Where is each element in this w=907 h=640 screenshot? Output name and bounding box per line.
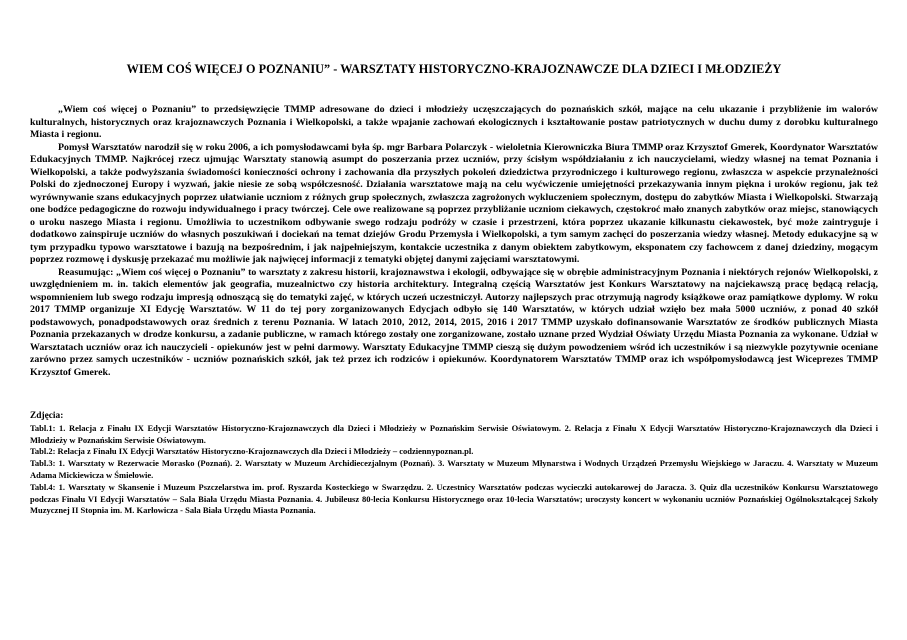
caption-tabl-3: Tabl.3: 1. Warsztaty w Rezerwacie Morasko (Poznań). 2. Warsztaty w Muzeum Archidiecezjalnym (Poznań). 3. Warsztaty w Muzeum Młynarstwa i Wodnych Urządzeń Przemysłu Wiejskiego w Jaraczu. 4. Warsztaty w Muzeum Adama Mickiewicza w Śmiełowie. xyxy=(30,458,878,480)
caption-tabl-2: Tabl.2: Relacja z Finału IX Edycji Warsztatów Historyczno-Krajoznawczych dla Dzieci i Młodzieży – codziennypoznan.pl. xyxy=(30,446,474,457)
caption-tabl-4: Tabl.4: 1. Warsztaty w Skansenie i Muzeum Pszczelarstwa im. prof. Ryszarda Kosteckiego w Swarzędzu. 2. Uczestnicy Warsztatów podczas wycieczki autokarowej do Jaracza. 3. Quiz dla uczestników Konkursu Warsztatowego podczas Finału VI Edycji Warsztatów – Sala Biała Urzędu Miasta Poznania. 4. Jubileusz 80-lecia Konkursu Historycznego oraz 10-lecia Warsztatów; uroczysty koncert w wykonaniu uczniów Poznańskiej Ogólnokształcącej Szkoły Muzycznej II Stopnia im. M. Karłowicza - Sala Biała Urzędu Miasta Poznania. xyxy=(30,481,878,516)
paragraph-summary: Reasumując: „Wiem coś więcej o Poznaniu” to warsztaty z zakresu historii, krajoznawstwa i ekologii, odbywające się w obrębie administracyjnym Poznania i niektórych rejonów Wielkopolski, z uwzględnieniem m. in. takich elementów jak geografia, muzealnictwo czy historia architektury. Integralną częścią Warsztatów jest Konkurs Warsztatowy na najciekawszą pracę będącą relacją, wspomnieniem lub swego rodzaju impresją odnoszącą się do tematyki zajęć, w których uczeń uczestniczył. Autorzy najlepszych prac otrzymują nagrody książkowe oraz pamiątkowe dyplomy. W roku 2017 TMMP organizuje XI Edycję Warsztatów. W 11 do tej pory zorganizowanych Edycjach odbyło się 140 Warsztatów, w których udział wzięło bez mała 5000 uczniów, z ponad 40 szkół podstawowych, ponadpodstawowych oraz średnich z terenu Poznania. W latach 2010, 2012, 2014, 2015, 2016 i 2017 TMMP uzyskało dofinansowanie Warsztatów ze środków publicznych Miasta Poznania przekazanych w drodze konkursu, a zadanie publiczne, w ramach którego zostały one zorganizowane, zostało uznane przed Wydział Oświaty Urzędu Miasta Poznania za wykonane. Udział w Warsztatach uczniów oraz ich nauczycieli - opiekunów jest w pełni darmowy. Warsztaty Edukacyjne TMMP cieszą się dużym powodzeniem wśród ich uczestników i są niezwykle pozytywnie oceniane zarówno przez samych uczestników - uczniów poznańskich szkół, jak też przez ich rodziców i opiekunów. Koordynatorem Warsztatów TMMP oraz ich współpomysłodawcą jest Wiceprezes TMMP Krzysztof Gmerek. xyxy=(30,266,878,378)
paragraph-intro: „Wiem coś więcej o Poznaniu” to przedsięwzięcie TMMP adresowane do dzieci i młodzieży uczęszczających do poznańskich szkół, mające na celu ukazanie i przybliżenie im walorów kulturalnych, historycznych oraz krajoznawczych Poznania i Wielkopolski, a także wpajanie zachowań ekologicznych i kształtowanie postaw patriotycznych w duchu dumy z dorobku kulturalnego Miasta i regionu. xyxy=(30,104,878,140)
photo-captions xyxy=(30,411,878,517)
paragraph-history: Pomysł Warsztatów narodził się w roku 2006, a ich pomysłodawcami była śp. mgr Barbara Polarczyk - wieloletnia Kierowniczka Biura TMMP oraz Krzysztof Gmerek, Koordynator Warsztatów Edukacyjnych TMMP. Najkrócej rzecz ujmując Warsztaty stanowią asumpt do poszerzania przez uczniów, przy ścisłym współdziałaniu z ich nauczycielami, wiedzy własnej na temat Poznania i Wielkopolski, a także podwyższania świadomości konieczności ochrony i zachowania dla przyszłych pokoleń dziedzictwa przyrodniczego i kulturowego regionu, zwłaszcza w aspekcie przynależności Polski do zjednoczonej Europy i wyzwań, jakie niesie ze sobą współczesność. Działania warsztatowe mają na celu wyćwiczenie umiejętności przekazywania innym piękna i uroków regionu, jak też wyrównywanie szans edukacyjnych poprzez ułatwianie uczniom z różnych grup społecznych, zwłaszcza zagrożonych wykluczeniem społecznym, dostępu do zabytków Miasta i Wielkopolski. Stwarzają one bodźce pedagogiczne do rozwoju indywidualnego i pracy twórczej. Cele owe realizowane są poprzez przybliżanie uczniom ciekawych, częstokroć mało znanych zabytków oraz miejsc, stanowiących o uroku naszego Miasta i regionu. Umożliwia to uczestnikom odbywanie swego rodzaju podróży w czasie i przestrzeni, która poprzez ukazanie kilkunastu ciekawostek, być może zaintryguje i dodatkowo zainspiruje uczniów do własnych poszukiwań i dociekań na temat dziejów Grodu Przemysła i Wielkopolski, a tym samym zachęci do poszerzania wiedzy własnej. Metody edukacyjne są w tym przypadku typowo warsztatowe i bazują na bezpośrednim, i jak najpełniejszym, kontakcie uczestnika z danym obiektem zabytkowym, eksponatem czy fachowcem z danej dziedziny, mogącym poprzez rozmowę i dyskusję przekazać mu możliwie jak najwięcej informacji z tematyki objętej danymi zajęciami warsztatowymi. xyxy=(30,141,878,265)
document-page xyxy=(30,62,878,517)
caption-tabl-1: Tabl.1: 1. Relacja z Finału IX Edycji Warsztatów Historyczno-Krajoznawczych dla Dzieci i Młodzieży w Poznańskim Serwisie Oświatowym. 2. Relacja z Finału X Edycji Warsztatów Historyczno-Krajoznawczych dla Dzieci i Młodzieży w Poznańskim Serwisie Oświatowym. xyxy=(30,422,878,445)
document-title: WIEM COŚ WIĘCEJ O POZNANIU” - WARSZTATY HISTORYCZNO-KRAJOZNAWCZE DLA DZIECI I MŁODZIEŻY xyxy=(126,62,782,76)
captions-heading: Zdjęcia: xyxy=(30,411,64,421)
document-body xyxy=(30,104,878,379)
